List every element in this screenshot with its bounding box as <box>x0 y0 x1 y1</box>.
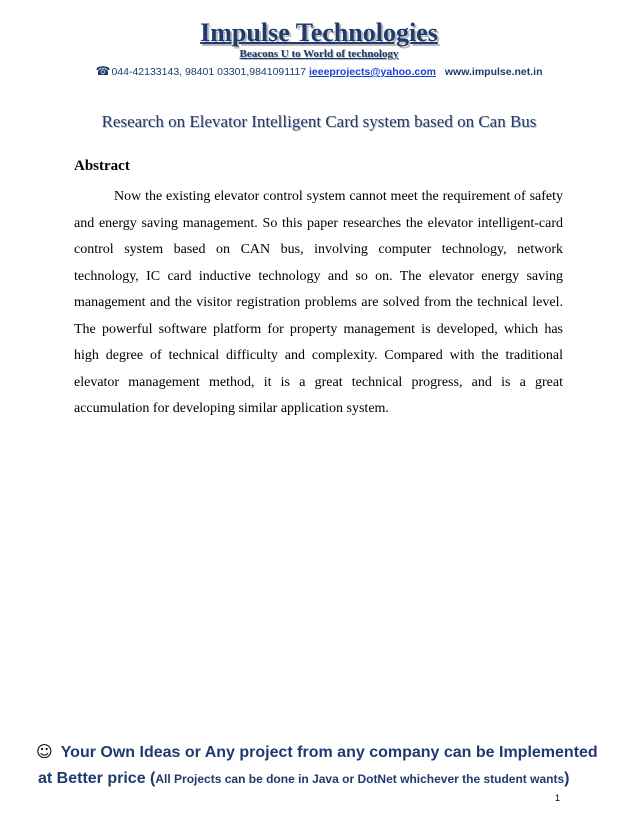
company-tagline: Beacons U to World of technology <box>239 48 399 60</box>
page-number: 1 <box>555 793 561 803</box>
footer-headline: Your Own Ideas or Any project from any company can be Implemented <box>60 744 598 761</box>
abstract-heading: Abstract <box>74 158 130 174</box>
letterhead <box>0 18 638 78</box>
telephone-icon: ☎ <box>95 64 111 78</box>
phone-numbers: 044-42133143, 98401 03301,9841091117 <box>111 66 307 78</box>
footer-note: All Projects can be done in Java or DotNet whichever the student wants <box>155 772 565 786</box>
footer-line-2 <box>36 766 626 792</box>
website-text: www.impulse.net.in <box>444 66 543 78</box>
company-name: Impulse Technologies <box>200 18 438 47</box>
footer-line-1 <box>36 739 626 766</box>
smiley-face-icon: ☺ <box>36 742 53 761</box>
footer-close-paren: ) <box>564 770 570 787</box>
email-link[interactable]: ieeeprojects@yahoo.com <box>309 66 436 78</box>
paper-title: Research on Elevator Intelligent Card system based on Can Bus <box>101 112 537 131</box>
abstract-text: Now the existing elevator control system cannot meet the requirement of safety and energy saving management. So this paper researches the elevator intelligent-card control system based on CAN bus, involving computer technology, network technology, IC card inductive technology and so on. The elevator energy saving management and the visitor registration problems are solved from the technical level. The powerful software platform for property management is developed, which has high degree of technical difficulty and complexity. Compared with the traditional elevator management method, it is a great technical progress, and is a great accumulation for developing similar application system. <box>74 189 563 416</box>
contact-line <box>0 64 638 78</box>
footer-banner <box>36 739 626 792</box>
footer-price-text: at Better price ( <box>38 770 156 787</box>
